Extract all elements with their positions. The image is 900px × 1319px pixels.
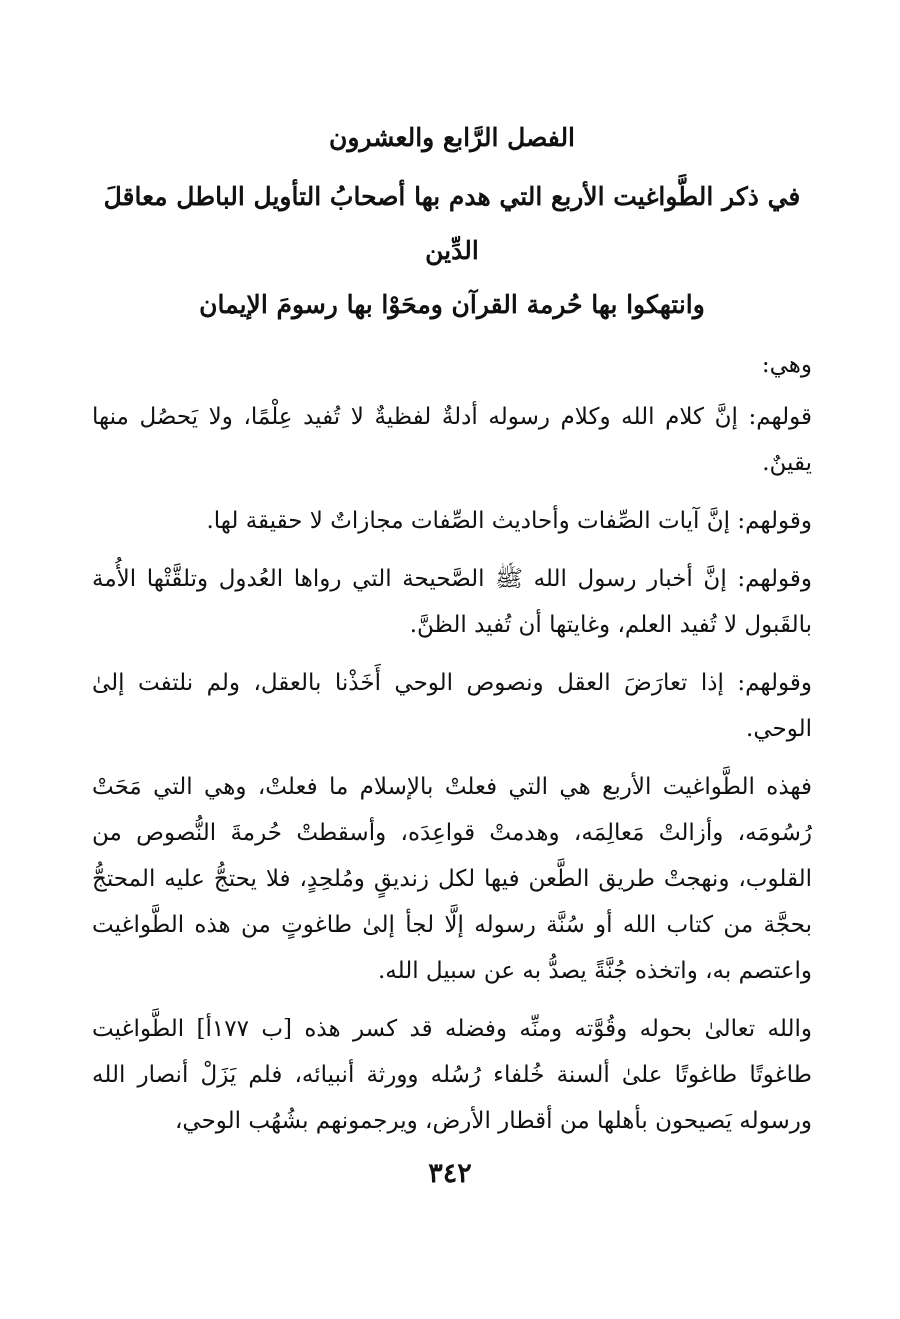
book-page <box>92 118 812 1156</box>
paragraph-intro: وهي: <box>761 352 812 378</box>
paragraph-conclusion: والله تعالىٰ بحوله وقُوَّته ومنِّه وفضله قد كسر هذه [ب ١٧٧أ] الطَّواغيت طاغوتًا طاغوتًا علىٰ ألسنة خُلفاء رُسُله وورثة أنبيائه، فلم يَزَلْ أنصار الله ورسوله يَصيحون بأهلها من أقطار الأرض، ويرجمونهم بشُهُب الوحي، <box>92 1016 812 1134</box>
section-heading-line-1: في ذكر الطَّواغيت الأربع التي هدم بها أصحابُ التأويل الباطل معاقلَ الدِّين <box>103 182 801 265</box>
paragraph-third-taghut: وقولهم: إنَّ أخبار رسول الله ﷺ الصَّحيحة التي رواها العُدول وتلقَّتْها الأُمة بالقَبول لا تُفيد العلم، وغايتها أن تُفيد الظنَّ. <box>92 566 812 638</box>
paragraph-summary: فهذه الطَّواغيت الأربع هي التي فعلتْ بالإسلام ما فعلتْ، وهي التي مَحَتْ رُسُومَه، وأزالتْ مَعالِمَه، وهدمتْ قواعِدَه، وأسقطتْ حُرمةَ النُّصوص من القلوب، ونهجتْ طريق الطَّعن فيها لكل زنديقٍ ومُلحِدٍ، فلا يحتجُّ عليه المحتجُّ بحجَّة من كتاب الله أو سُنَّة رسوله إلَّا لجأ إلىٰ طاغوتٍ من هذه الطَّواغيت واعتصم به، واتخذه جُنَّةً يصدُّ به عن سبيل الله. <box>92 774 812 984</box>
section-heading <box>92 170 812 332</box>
paragraph-fourth-taghut: وقولهم: إذا تعارَضَ العقل ونصوص الوحي أَخَذْنا بالعقل، ولم نلتفت إلىٰ الوحي. <box>92 670 812 742</box>
paragraph-first-taghut: قولهم: إنَّ كلام الله وكلام رسوله أدلةٌ لفظيةٌ لا تُفيد عِلْمًا، ولا يَحصُل منها يقينٌ. <box>92 404 812 476</box>
page-number: ٣٤٢ <box>428 1158 472 1189</box>
paragraph-second-taghut: وقولهم: إنَّ آيات الصِّفات وأحاديث الصِّفات مجازاتٌ لا حقيقة لها. <box>206 508 812 534</box>
chapter-title: الفصل الرَّابع والعشرون <box>328 123 576 152</box>
section-heading-line-2: وانتهكوا بها حُرمة القرآن ومحَوْا بها رسومَ الإيمان <box>199 290 705 319</box>
